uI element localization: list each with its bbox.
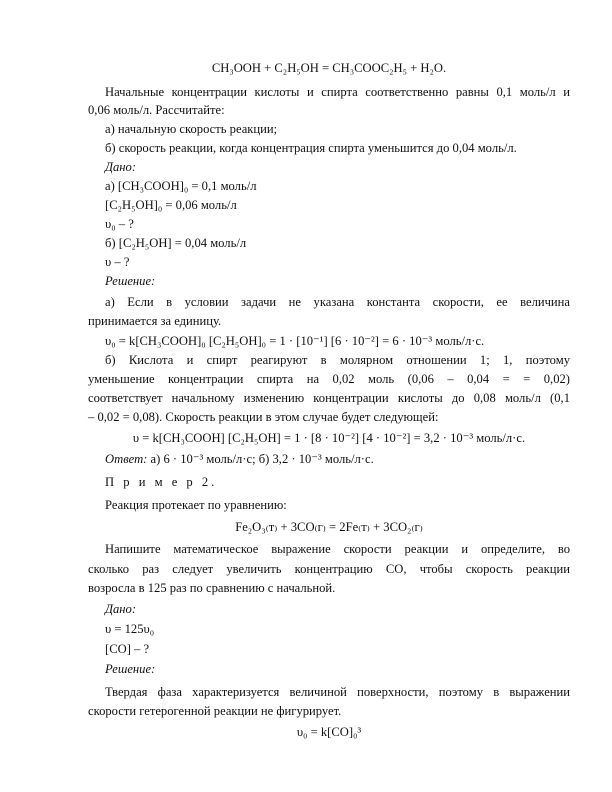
paragraph-line: а) Если в условии задачи не указана константа скорости, ее величина [105,295,570,309]
paragraph-line: скорости гетерогенной реакции не фигурирует. [88,704,342,718]
given-line: υ₀ – ? [105,217,134,231]
paragraph-line: Начальные концентрации кислоты и спирта соответственно равны 0,1 моль/л и [105,85,570,99]
rate-formula-c: υ₀ = k[CO]₀³ [296,725,362,739]
rate-formula-b: υ = k[CH₃COOH] [C₂H₅OH] = 1 · [8 · 10⁻²] [4 · 10⁻²] = 3,2 · 10⁻³ моль/л·с. [132,431,526,445]
given-line: б) [C₂H₅OH] = 0,04 моль/л [105,236,247,250]
paragraph-line: Напишите математическое выражение скорости реакции и определите, во [105,542,570,556]
paragraph-line: б) Кислота и спирт реагируют в молярном отношении 1; 1, поэтому [105,353,570,367]
solution-heading-2: Решение: [105,662,156,676]
paragraph-line: уменьшение концентрации спирта на 0,02 моль (0,06 – 0,04 = = 0,02) [88,372,570,386]
paragraph-line: 0,06 моль/л. Рассчитайте: [88,103,225,117]
given-line: [CO] – ? [105,642,150,656]
answer-label: Ответ: [105,452,148,466]
task-item-b: б) скорость реакции, когда концентрация спирта уменьшится до 0,04 моль/л. [105,141,517,155]
paragraph-line: – 0,02 = 0,08). Скорость реакции в этом случае будет следующей: [88,410,439,424]
paragraph-line: сколько раз следует увеличить концентрацию CO, чтобы скорость реакции [88,562,570,576]
answer-line [105,451,570,467]
rate-formula-a: υ₀ = k[CH₃COOH]₀ [C₂H₅OH]₀ = 1 · [10⁻¹] [6 · 10⁻²] = 6 · 10⁻³ моль/л·с. [105,334,485,348]
solution-heading: Решение: [105,274,156,288]
example-heading: П р и м е р 2. [105,475,218,489]
given-line: υ = 125υ₀ [105,622,155,636]
reaction-equation-2: Fe₂O₃₍т₎ + 3CO₍г₎ = 2Fe₍т₎ + 3CO₂₍г₎ [235,520,423,534]
paragraph-line: соответствует начальному изменению концентрации кислоты до 0,08 моль/л (0,1 [88,391,570,405]
reaction-equation: CH₃OOH + C₂H₅OH = CH₃COOC₂H₅ + H₂O. [211,61,447,75]
given-heading: Дано: [105,160,137,174]
given-line: [C₂H₅OH]₀ = 0,06 моль/л [105,198,237,212]
given-line: υ – ? [105,255,130,269]
task-item-a: а) начальную скорость реакции; [105,122,278,136]
answer-text: а) 6 · 10⁻³ моль/л·с; б) 3,2 · 10⁻³ моль/л·с. [147,452,374,466]
paragraph-line: Твердая фаза характеризуется величиной поверхности, поэтому в выражении [105,685,570,699]
given-heading-2: Дано: [105,602,137,616]
paragraph-line: Реакция протекает по уравнению: [105,498,287,512]
paragraph-line: принимается за единицу. [88,314,222,328]
paragraph-line: возросла в 125 раз по сравнению с начальной. [88,581,336,595]
given-line: а) [CH₃COOH]₀ = 0,1 моль/л [105,179,257,193]
